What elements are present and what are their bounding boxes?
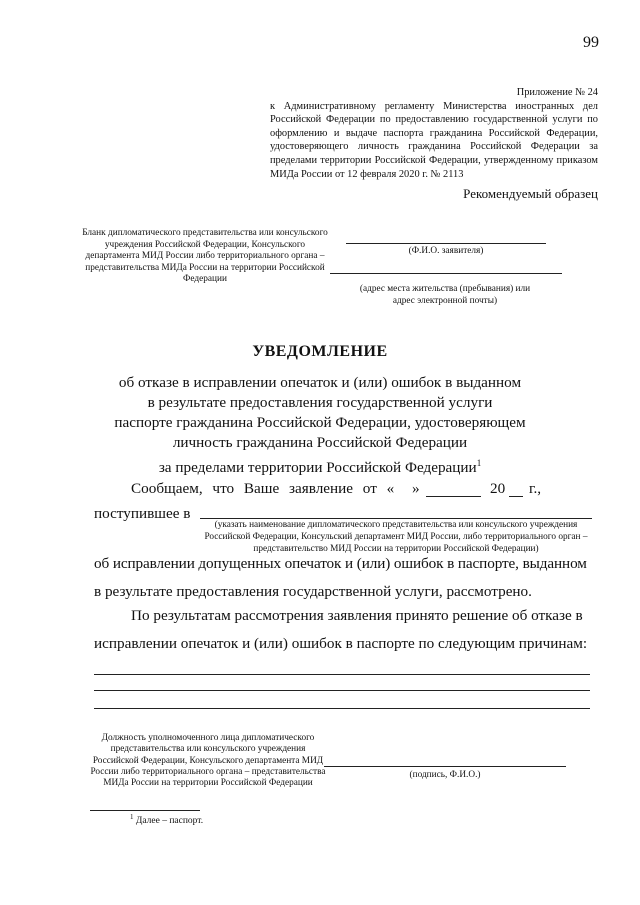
signature-caption: (подпись, Ф.И.О.) [409,770,481,780]
application-year-suffix: г., [529,480,542,497]
organization-caption: (указать наименование дипломатического представительства или консульского учреждения Российской Федерации, Консульский департамент МИД России, либо территориального орган – представительство МИД России на территории Российской Федерации) [204,520,588,554]
application-date-quote: » [412,480,420,497]
page-number: 99 [583,34,599,51]
date-year-line [509,496,523,497]
appendix-title: Приложение № 24 [516,87,598,98]
date-month-line [426,496,481,497]
reason-line-3 [94,708,590,709]
appendix-block [270,86,598,181]
subject-line-2: в результате предоставления государственной услуги [147,394,493,411]
notice-subject [100,373,540,478]
reason-line-2 [94,690,590,691]
body-line-6: исправлении опечаток и (или) ошибок в паспорте по следующим причинам: [94,635,588,652]
subject-line-5 [100,453,540,478]
signature-line [324,766,566,767]
subject-last-line: за пределами территории Российской Федерации [158,459,477,477]
body-line-5: По результатам рассмотрения заявления принято решение об отказе в [131,607,583,624]
address-line [330,273,562,274]
appendix-text: к Административному регламенту Министерства иностранных дел Российской Федерации по предоставлению государственной услуги по оформлению и выдаче паспорта гражданина Российской Федерации, удостоверяющего личность гражданина Российской Федерации за пределами территории Российской Федерации, утвержденному приказом МИДа России от 12 февраля 2020 г. № 2113 [270,100,598,180]
document-heading: УВЕДОМЛЕНИЕ [252,343,388,360]
body-line-3: об исправлении допущенных опечаток и (или) ошибок в паспорте, выданном [94,555,587,572]
footnote-mark: 1 [130,813,134,821]
letterhead-placeholder: Бланк дипломатического представительства или консульского учреждения Российской Федерации, Консульского департамента МИД России либо территориального органа – представительства МИДа России на территории Российской Федерации [82,228,328,285]
address-caption: (адрес места жительства (пребывания) или адрес электронной почты) [359,284,531,306]
footnote [130,813,203,826]
body-line-4: в результате предоставления государственной услуги, рассмотрено. [94,583,532,600]
footnote-reference: 1 [476,458,482,468]
subject-line-4: личность гражданина Российской Федерации [172,434,468,451]
sample-label: Рекомендуемый образец [463,186,598,201]
subject-line-1: об отказе в исправлении опечаток и (или) ошибок в выданном [118,374,522,391]
applicant-name-line [346,243,546,244]
subject-line-3: паспорте гражданина Российской Федерации, удостоверяющем [114,414,526,431]
application-date-start: Сообщаем, что Ваше заявление от « [131,480,395,497]
reason-line-1 [94,674,590,675]
applicant-caption: (Ф.И.О. заявителя) [408,246,484,256]
received-in-label: поступившее в [94,505,191,522]
footnote-text: Далее – паспорт. [135,816,204,827]
footnote-separator [90,810,200,811]
official-position: Должность уполномоченного лица дипломатического представительства или консульского учреждения Российской Федерации, Консульского департамента МИД России либо территориального органа – представительства МИДа России на территории Российской Федерации [90,733,326,789]
application-year-prefix: 20 [490,480,506,497]
